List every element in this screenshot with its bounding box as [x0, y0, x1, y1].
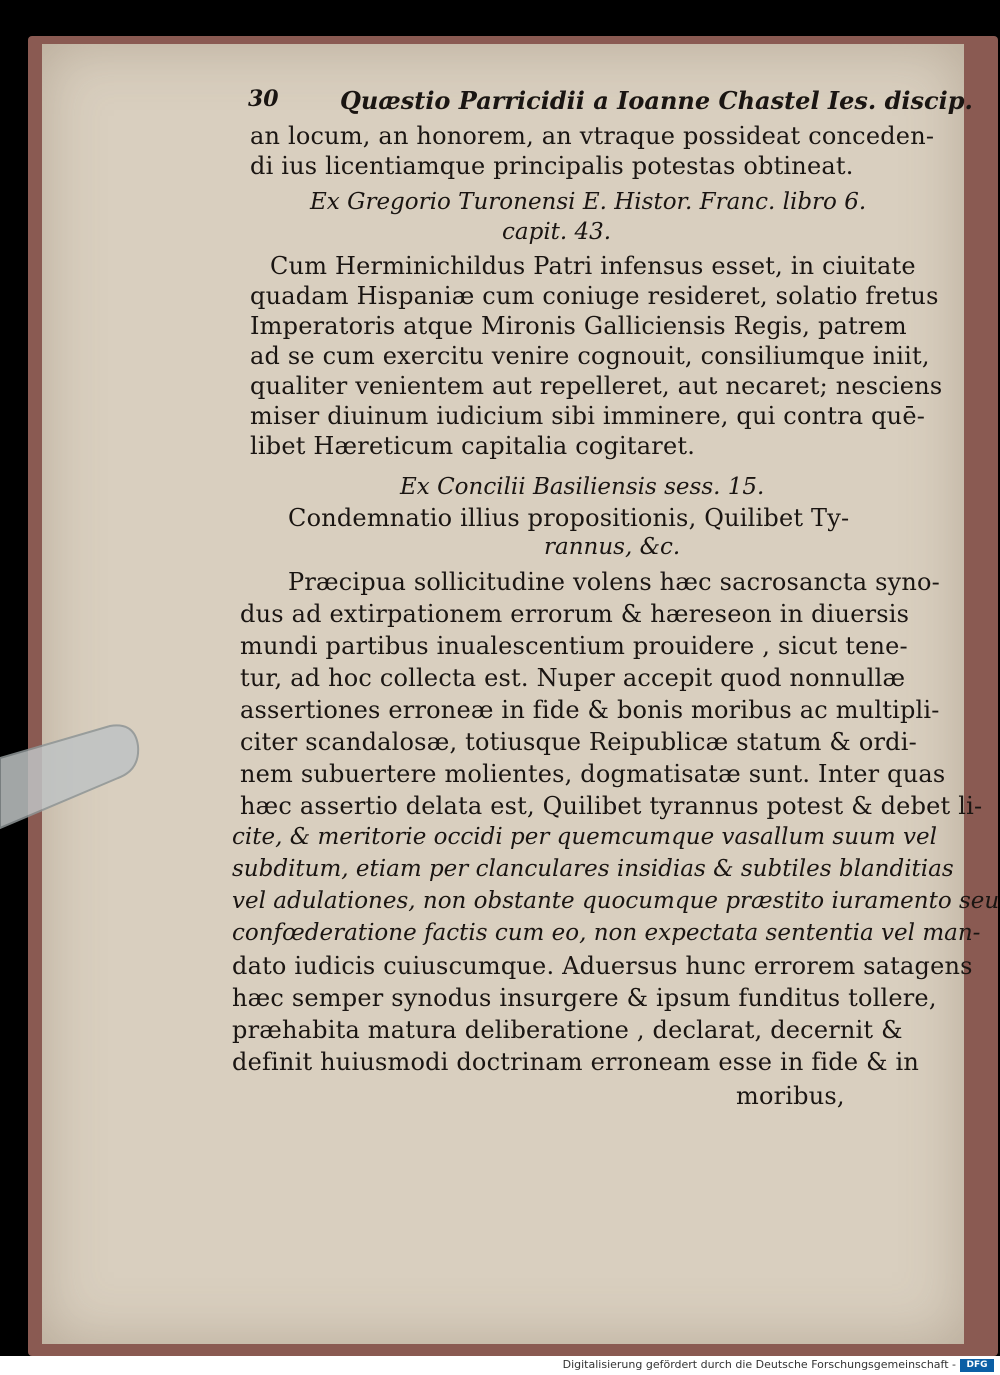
text-line: vel adulationes, non obstante quocumque præstito iuramento seu	[232, 888, 1000, 914]
text-line: confœderatione factis cum eo, non expectata sententia vel man-	[232, 920, 981, 946]
text-line: di ius licentiamque principalis potestas obtineat.	[250, 152, 854, 180]
text-line: dus ad extirpationem errorum & hæreseon in diuersis	[240, 600, 910, 628]
text-line: Imperatoris atque Mironis Galliciensis Regis, patrem	[250, 312, 907, 340]
text-line: nem subuertere molientes, dogmatisatæ sunt. Inter quas	[240, 760, 946, 788]
text-line: dato iudicis cuiuscumque. Aduersus hunc errorem satagens	[232, 952, 973, 980]
catchword: moribus,	[736, 1082, 845, 1110]
footer-bar	[0, 1356, 1000, 1375]
text-line: tur, ad hoc collecta est. Nuper accepit quod nonnullæ	[240, 664, 906, 692]
dfg-logo: DFG	[960, 1359, 994, 1372]
section-subheading: rannus, &c.	[544, 534, 681, 560]
text-line: subditum, etiam per clanculares insidias & subtiles blanditias	[232, 856, 954, 882]
section-subheading: Condemnatio illius propositionis, Quilibet Ty-	[288, 504, 850, 532]
text-line: ad se cum exercitu venire cognouit, consiliumque iniit,	[250, 342, 930, 370]
running-head: Quæstio Parricidii a Ioanne Chastel Ies. discip.	[340, 86, 973, 115]
text-line: mundi partibus inualescentium prouidere , sicut tene-	[240, 632, 908, 660]
text-line: præhabita matura deliberatione , declarat, decernit &	[232, 1016, 903, 1044]
text-line: an locum, an honorem, an vtraque possideat conceden-	[250, 122, 935, 150]
text-line: miser diuinum iudicium sibi imminere, qui contra quē-	[250, 402, 926, 430]
text-line: quadam Hispaniæ cum coniuge resideret, solatio fretus	[250, 282, 939, 310]
book-page	[42, 44, 1000, 1344]
text-line: cite, & meritorie occidi per quemcumque vasallum suum vel	[232, 824, 937, 850]
page-number: 30	[248, 86, 279, 112]
section-heading: capit. 43.	[502, 219, 612, 245]
text-line: Cum Herminichildus Patri infensus esset, in ciuitate	[270, 252, 916, 280]
text-line: definit huiusmodi doctrinam erroneam esse in fide & in	[232, 1048, 920, 1076]
section-heading: Ex Gregorio Turonensi E. Histor. Franc. libro 6.	[310, 189, 867, 215]
section-heading: Ex Concilii Basiliensis sess. 15.	[400, 474, 765, 500]
text-line: Præcipua sollicitudine volens hæc sacrosancta syno-	[288, 568, 940, 596]
text-line: assertiones erroneæ in fide & bonis moribus ac multipli-	[240, 696, 940, 724]
footer-credit: Digitalisierung gefördert durch die Deutsche Forschungsgemeinschaft -	[562, 1358, 956, 1371]
text-line: citer scandalosæ, totiusque Reipublicæ statum & ordi-	[240, 728, 917, 756]
page-text-area	[42, 44, 1000, 1344]
text-line: qualiter venientem aut repelleret, aut necaret; nesciens	[250, 372, 943, 400]
text-line: hæc assertio delata est, Quilibet tyrannus potest & debet li-	[240, 792, 983, 820]
text-line: libet Hæreticum capitalia cogitaret.	[250, 432, 696, 460]
text-line: hæc semper synodus insurgere & ipsum funditus tollere,	[232, 984, 937, 1012]
